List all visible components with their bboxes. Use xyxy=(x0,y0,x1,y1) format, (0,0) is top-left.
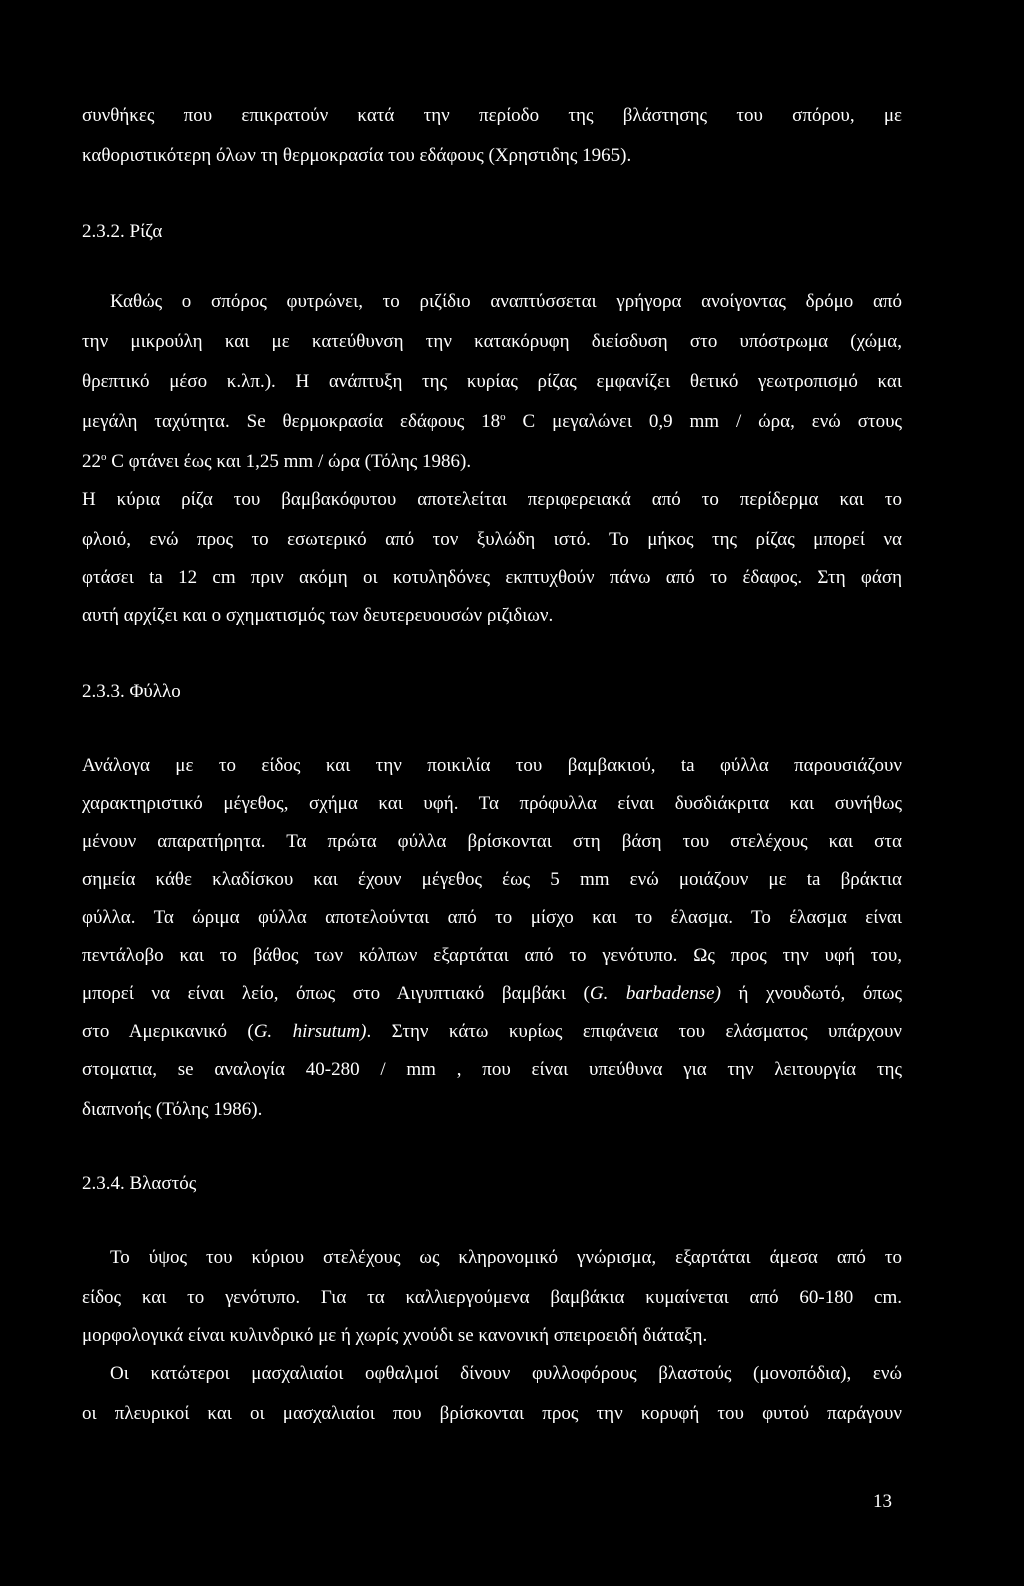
text-line xyxy=(82,450,902,474)
text-line: αυτή αρχίζει και ο σχηματισμός των δευτερευουσών ριζιδιων. xyxy=(82,605,554,626)
text-line: θρεπτικό μέσο κ.λπ.). Η ανάπτυξη της κυρίας ρίζας εμφανίζει θετικό γεωτροπισμό και xyxy=(82,371,902,392)
section-heading: 2.3.2. Ρίζα xyxy=(82,221,163,242)
text-line: Οι κατώτεροι μασχαλιαίοι οφθαλμοί δίνουν φυλλοφόρους βλαστούς (μονοπόδια), ενώ xyxy=(110,1363,902,1384)
species-name: G. hirsutum) xyxy=(253,1021,367,1042)
text-fragment: ή χνουδωτό, όπως xyxy=(720,983,902,1004)
text-line: φύλλα. Τα ώριμα φύλλα αποτελούνται από το μίσχο και το έλασμα. Το έλασμα είναι xyxy=(82,907,902,928)
text-fragment: Se θερμοκρασία εδάφους 18 xyxy=(246,411,501,432)
text-line: την μικρούλη και με κατεύθυνση την κατακόρυφη διείσδυση στο υπόστρωμα (χώμα, xyxy=(82,331,902,352)
text-fragment: C μεγαλώνει 0,9 mm / ώρα, ενώ στους xyxy=(505,411,902,432)
text-line: μορφολογικά είναι κυλινδρικό με ή χωρίς χνούδι se κανονική σπειροειδή διάταξη. xyxy=(82,1325,708,1346)
text-line: Η κύρια ρίζα του βαμβακόφυτου αποτελείται περιφερειακά από το περίδερμα και το xyxy=(82,489,902,510)
text-line: Καθώς ο σπόρος φυτρώνει, το ριζίδιο αναπτύσσεται γρήγορα ανοίγοντας δρόμο από xyxy=(110,291,902,312)
section-heading: 2.3.4. Βλαστός xyxy=(82,1173,197,1194)
superscript: o xyxy=(500,411,506,423)
text-line xyxy=(82,1020,902,1044)
text-fragment: μεγάλη ταχύτητα. xyxy=(82,411,230,432)
text-fragment: 22 xyxy=(82,451,101,472)
species-name: G. barbadense) xyxy=(589,983,721,1004)
text-fragment: . Στην κάτω κυρίως επιφάνεια του ελάσματος υπάρχουν xyxy=(366,1021,902,1042)
text-line: καθοριστικότερη όλων τη θερμοκρασία του εδάφους (Χρηστιδης 1965). xyxy=(82,145,632,166)
text-line xyxy=(82,410,902,434)
text-line: μένουν απαρατήρητα. Τα πρώτα φύλλα βρίσκονται στη βάση του στελέχους και στα xyxy=(82,831,902,852)
text-fragment: μπορεί να είναι λείο, όπως στο Αιγυπτιακό βαμβάκι ( xyxy=(82,983,590,1004)
section-heading: 2.3.3. Φύλλο xyxy=(82,681,181,702)
text-line: οι πλευρικοί και οι μασχαλιαίοι που βρίσκονται προς την κορυφή του φυτού παράγουν xyxy=(82,1403,902,1424)
text-line: Το ύψος του κύριου στελέχους ως κληρονομικό γνώρισμα, εξαρτάται άμεσα από το xyxy=(110,1247,902,1268)
text-line: Ανάλογα με το είδος και την ποικιλία του βαμβακιού, ta φύλλα παρουσιάζουν xyxy=(82,755,902,776)
text-line: σημεία κάθε κλαδίσκου και έχουν μέγεθος έως 5 mm ενώ μοιάζουν με ta βράκτια xyxy=(82,869,902,890)
text-line xyxy=(82,982,902,1006)
text-line: στοματια, se αναλογία 40-280 / mm , που είναι υπεύθυνα για την λειτουργία της xyxy=(82,1059,902,1080)
page-number: 13 xyxy=(873,1491,892,1512)
text-line: συνθήκες που επικρατούν κατά την περίοδο της βλάστησης του σπόρου, με xyxy=(82,105,902,126)
superscript: o xyxy=(101,451,107,463)
text-line: φτάσει ta 12 cm πριν ακόμη οι κοτυληδόνες εκπτυχθούν πάνω από το έδαφος. Στη φάση xyxy=(82,567,902,588)
text-line: φλοιό, ενώ προς το εσωτερικό από τον ξυλώδη ιστό. Το μήκος της ρίζας μπορεί να xyxy=(82,529,902,550)
text-line: πεντάλοβο και το βάθος των κόλπων εξαρτάται από το γενότυπο. Ως προς την υφή του, xyxy=(82,945,902,966)
text-line: είδος και το γενότυπο. Για τα καλλιεργούμενα βαμβάκια κυμαίνεται από 60-180 cm. xyxy=(82,1287,902,1308)
text-fragment: C φτάνει έως και 1,25 mm / ώρα (Τόλης 1986). xyxy=(111,451,472,472)
text-line: χαρακτηριστικό μέγεθος, σχήμα και υφή. Τα πρόφυλλα είναι δυσδιάκριτα και συνήθως xyxy=(82,793,902,814)
text-line: διαπνοής (Τόλης 1986). xyxy=(82,1099,263,1120)
text-fragment: στο Αμερικανικό ( xyxy=(82,1021,254,1042)
